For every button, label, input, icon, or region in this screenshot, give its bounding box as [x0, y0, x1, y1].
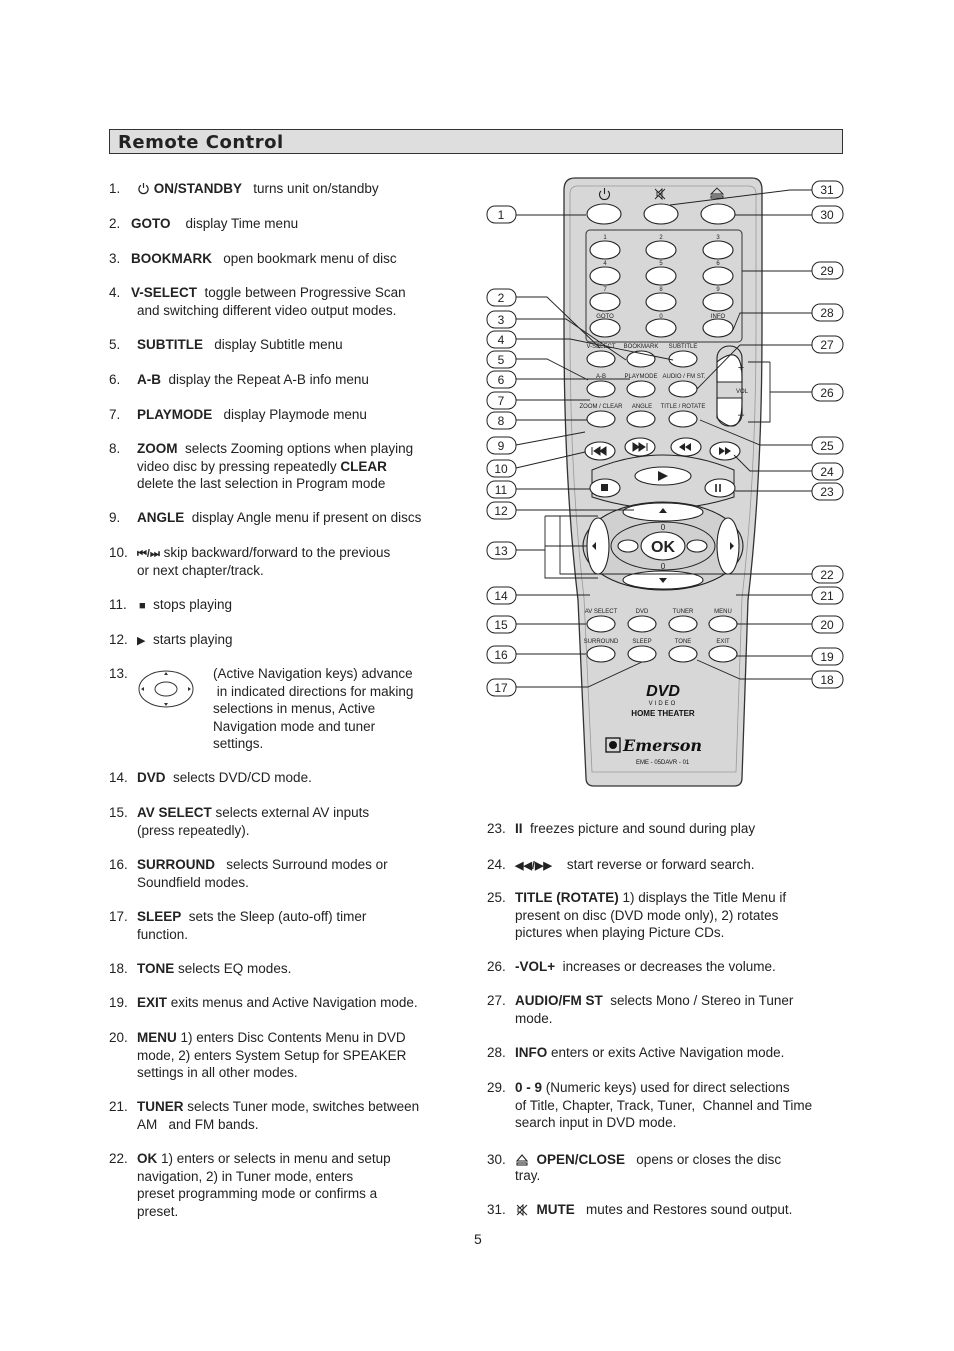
svg-text:9: 9 [716, 287, 720, 293]
svg-text:10: 10 [494, 462, 508, 476]
svg-text:3: 3 [497, 313, 505, 327]
callouts-right [812, 181, 843, 688]
svg-text:8: 8 [497, 414, 505, 428]
svg-text:V-SELECT: V-SELECT [586, 344, 616, 350]
svg-text:12: 12 [494, 504, 508, 518]
dvd-button[interactable] [628, 616, 656, 632]
svg-text:AV SELECT: AV SELECT [584, 609, 618, 615]
sleep-button[interactable] [628, 646, 656, 662]
svg-text:SUBTITLE: SUBTITLE [668, 344, 698, 350]
play-icon: ▶ [137, 635, 146, 647]
svg-text:ZOOM / CLEAR: ZOOM / CLEAR [579, 404, 623, 410]
svg-text:AUDIO / FM ST.: AUDIO / FM ST. [662, 374, 706, 380]
svg-text:+: + [737, 362, 745, 374]
svg-text:MENU: MENU [714, 609, 732, 615]
mute-icon [515, 1203, 529, 1217]
svg-text:30: 30 [820, 208, 834, 222]
exit-button[interactable] [709, 646, 737, 662]
svg-text:31: 31 [820, 183, 834, 197]
svg-text:2: 2 [659, 235, 663, 241]
eject-icon [515, 1153, 529, 1166]
a-b-button[interactable] [587, 381, 615, 397]
zoom-clear-button[interactable] [587, 411, 615, 427]
svg-text:0: 0 [659, 314, 663, 320]
navigation-keys-icon [137, 669, 195, 709]
av-select-button[interactable] [587, 616, 615, 632]
svg-text:29: 29 [820, 264, 834, 278]
svg-text:20: 20 [820, 618, 834, 632]
svg-text:13: 13 [494, 544, 508, 558]
svg-text:9: 9 [497, 439, 505, 453]
svg-text:18: 18 [820, 673, 834, 687]
svg-text:DVD: DVD [635, 609, 649, 615]
svg-text:11: 11 [494, 483, 508, 497]
subtitle-button[interactable] [669, 351, 697, 367]
svg-text:GOTO: GOTO [596, 314, 614, 320]
svg-text:21: 21 [820, 589, 834, 603]
stop-icon: ■ [139, 600, 146, 612]
surround-button[interactable] [587, 646, 615, 662]
svg-text:5: 5 [497, 353, 505, 367]
svg-text:1: 1 [603, 235, 607, 241]
svg-text:TONE: TONE [674, 639, 692, 645]
svg-text:4: 4 [603, 261, 607, 267]
svg-text:27: 27 [820, 338, 834, 352]
svg-text:6: 6 [497, 373, 505, 387]
ok-button: OK [651, 539, 675, 556]
svg-text:17: 17 [494, 681, 508, 695]
audio-fm-st-button[interactable] [669, 381, 697, 397]
svg-text:EXIT: EXIT [716, 639, 730, 645]
svg-text:PLAYMODE: PLAYMODE [624, 374, 658, 380]
svg-text:7: 7 [497, 394, 505, 408]
svg-text:A-B: A-B [595, 374, 607, 380]
title-rotate-button[interactable] [669, 411, 697, 427]
angle-button[interactable] [627, 411, 655, 427]
svg-text:TUNER: TUNER [672, 609, 694, 615]
svg-text:22: 22 [820, 568, 834, 582]
remote-control-diagram [480, 172, 850, 792]
svg-text:INFO: INFO [710, 314, 726, 320]
svg-text:BOOKMARK: BOOKMARK [623, 344, 659, 350]
svg-text:24: 24 [820, 465, 834, 479]
svg-text:7: 7 [603, 287, 607, 293]
section-title: Remote Control [118, 132, 284, 153]
model-number: EME - 05DAVR - 01 [636, 760, 690, 766]
svg-text:2: 2 [497, 291, 505, 305]
svg-text:3: 3 [716, 235, 720, 241]
svg-text:23: 23 [820, 485, 834, 499]
svg-text:14: 14 [494, 589, 508, 603]
home-theater-label: HOME THEATER [631, 709, 695, 718]
page-number: 5 [474, 1231, 482, 1247]
playmode-button[interactable] [627, 381, 655, 397]
svg-text:25: 25 [820, 439, 834, 453]
svg-text:8: 8 [659, 287, 663, 293]
svg-text:VIDEO: VIDEO [648, 701, 678, 707]
section-title-bar [109, 129, 843, 154]
svg-text:5: 5 [659, 261, 663, 267]
svg-text:0: 0 [660, 562, 666, 571]
svg-text:19: 19 [820, 650, 834, 664]
skip-icon: ⏮/⏭ [137, 548, 160, 560]
search-reverse-forward-icon: ◀◀/▶▶ [515, 860, 552, 872]
svg-text:–: – [737, 409, 745, 421]
tuner-button[interactable] [669, 616, 697, 632]
svg-text:28: 28 [820, 306, 834, 320]
svg-text:1: 1 [497, 208, 505, 222]
menu-button[interactable] [709, 616, 737, 632]
svg-text:SURROUND: SURROUND [583, 639, 619, 645]
svg-text:VOL: VOL [735, 389, 749, 395]
svg-text:SLEEP: SLEEP [632, 639, 652, 645]
dvd-logo: DVD [646, 683, 680, 700]
svg-text:0: 0 [660, 523, 666, 532]
pause-icon: II [515, 821, 523, 836]
svg-text:TITLE / ROTATE: TITLE / ROTATE [660, 404, 706, 410]
svg-text:26: 26 [820, 386, 834, 400]
tone-button[interactable] [669, 646, 697, 662]
brand-name: Emerson [623, 736, 703, 755]
svg-text:15: 15 [494, 618, 508, 632]
svg-text:ANGLE: ANGLE [631, 404, 653, 410]
svg-text:4: 4 [497, 333, 505, 347]
v-select-button[interactable] [587, 351, 615, 367]
svg-text:6: 6 [716, 261, 720, 267]
power-icon [137, 182, 150, 195]
svg-text:16: 16 [494, 648, 508, 662]
